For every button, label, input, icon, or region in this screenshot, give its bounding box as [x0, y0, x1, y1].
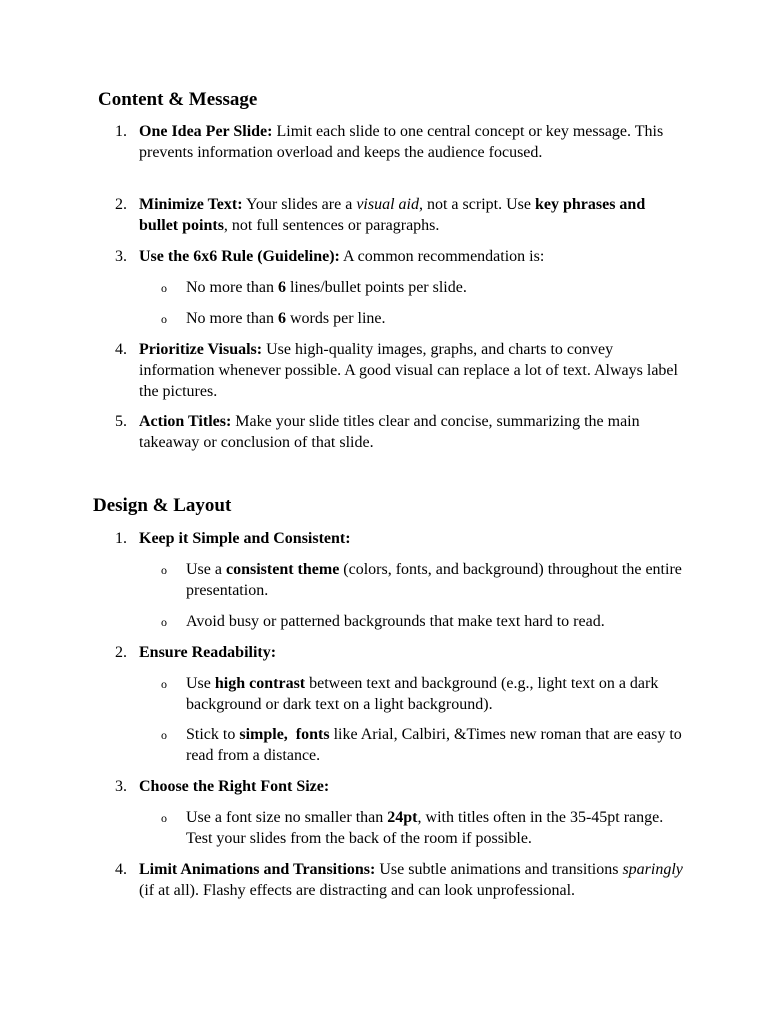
item-text: , not full sentences or paragraphs.	[223, 217, 440, 234]
item-label: Ensure Readability:	[139, 644, 277, 661]
list-item-keep-simple	[115, 528, 684, 549]
item-number: 1.	[115, 530, 127, 547]
item-text: Your slides are a	[242, 196, 357, 213]
item-number: 5.	[115, 413, 127, 430]
sub-item-words	[161, 308, 686, 329]
list-item-6x6-rule	[115, 246, 684, 267]
sub-text: Use a font size no smaller than	[186, 809, 388, 826]
section-heading-content-message: Content & Message	[98, 89, 258, 110]
item-label: Action Titles:	[139, 413, 232, 430]
sub-text: lines/bullet points per slide.	[285, 279, 467, 296]
sub-strong: 6	[277, 310, 286, 327]
item-label: Choose the Right Font Size:	[139, 778, 330, 795]
sub-text: (colors, fonts, and background) throughout the entire presentation.	[186, 561, 682, 599]
bullet-icon: o	[161, 677, 167, 691]
sub-text: Use	[186, 675, 215, 692]
sub-strong: 24pt	[387, 809, 418, 826]
list-item-animations	[115, 859, 684, 901]
item-text: Limit each slide to one central concept or key message. This prevents information overload and keeps the audience focused.	[139, 123, 664, 161]
item-emphasis: sparingly	[622, 861, 683, 878]
list-item-ensure-readability	[115, 642, 684, 663]
item-emphasis: visual aid	[356, 196, 419, 213]
sub-text: Avoid busy or patterned backgrounds that make text hard to read.	[186, 613, 605, 630]
sub-text: No more than	[186, 310, 278, 327]
item-text: Use subtle animations and transitions	[375, 861, 623, 878]
item-text: , not a script. Use	[418, 196, 535, 213]
sub-text: , with titles often in the 35-45pt range. Test your slides from the back of the room if possible.	[186, 809, 664, 847]
sub-strong: simple, fonts	[239, 726, 330, 743]
item-text: A common recommendation is:	[339, 248, 545, 265]
item-text: (if at all). Flashy effects are distracting and can look unprofessional.	[139, 882, 576, 899]
item-label: Limit Animations and Transitions:	[139, 861, 376, 878]
bullet-icon: o	[161, 281, 167, 295]
bullet-icon: o	[161, 615, 167, 629]
item-number: 1.	[115, 123, 127, 140]
item-label: Prioritize Visuals:	[139, 341, 263, 358]
item-number: 4.	[115, 861, 127, 878]
sub-item-24pt	[161, 807, 686, 849]
bullet-icon: o	[161, 811, 167, 825]
item-text: Make your slide titles clear and concise, summarizing the main takeaway or conclusion of that slide.	[139, 413, 640, 451]
item-number: 2.	[115, 644, 127, 661]
item-number: 2.	[115, 196, 127, 213]
sub-item-consistent-theme	[161, 559, 686, 601]
item-number: 4.	[115, 341, 127, 358]
list-item-one-idea	[115, 121, 684, 163]
list-item-prioritize-visuals	[115, 339, 684, 402]
sub-text: between text and background (e.g., light text on a dark background or dark text on a light background).	[186, 675, 659, 713]
sub-text: Use a	[186, 561, 226, 578]
section-heading-design-layout: Design & Layout	[93, 495, 232, 516]
list-item-minimize-text	[115, 194, 684, 236]
sub-text: Stick to	[186, 726, 240, 743]
sub-item-high-contrast	[161, 673, 686, 715]
sub-strong: 6	[277, 279, 286, 296]
sub-item-avoid-busy	[161, 611, 686, 632]
sub-text: No more than	[186, 279, 278, 296]
sub-strong: high contrast	[214, 675, 306, 692]
sub-item-lines	[161, 277, 686, 298]
sub-item-simple-fonts	[161, 724, 686, 766]
item-strong: key phrases and bullet points	[139, 196, 646, 234]
item-label: Keep it Simple and Consistent:	[139, 530, 351, 547]
bullet-icon: o	[161, 563, 167, 577]
item-number: 3.	[115, 778, 127, 795]
sub-text: words per line.	[285, 310, 386, 327]
list-item-font-size	[115, 776, 684, 797]
item-text: Use high-quality images, graphs, and charts to convey information whenever possible. A good visual can replace a lot of text. Always label the pictures.	[139, 341, 678, 400]
list-item-action-titles	[115, 411, 684, 453]
item-label: One Idea Per Slide:	[139, 123, 273, 140]
sub-text: like Arial, Calbiri, &Times new roman that are easy to read from a distance.	[186, 726, 682, 764]
item-number: 3.	[115, 248, 127, 265]
item-label: Minimize Text:	[139, 196, 243, 213]
bullet-icon: o	[161, 312, 167, 326]
sub-strong: consistent theme	[225, 561, 340, 578]
item-label: Use the 6x6 Rule (Guideline):	[139, 248, 340, 265]
bullet-icon: o	[161, 728, 167, 742]
